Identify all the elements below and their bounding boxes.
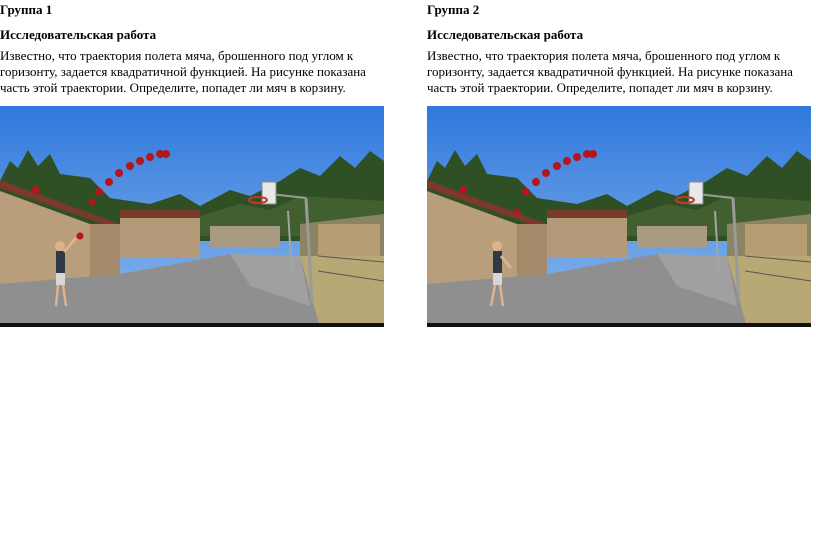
group-1-title: Группа 1: [0, 2, 53, 17]
group-2-task-text: Известно, что траектория полета мяча, брошенного под углом к горизонту, задается квадратичной функцией. На рисунке показана часть этой траектории. Определите, попадет ли мяч в корзину.: [427, 48, 793, 95]
group-1-photo: [0, 106, 384, 327]
group-2-subtitle: Исследовательская работа: [427, 27, 584, 42]
basketball-photo: [427, 106, 811, 327]
group-2-title: Группа 2: [427, 2, 480, 17]
group-2-photo: [427, 106, 811, 327]
group-1-task-text: Известно, что траектория полета мяча, брошенного под углом к горизонту, задается квадратичной функцией. На рисунке показана часть этой траектории. Определите, попадет ли мяч в корзину.: [0, 48, 366, 95]
group-1-subtitle: Исследовательская работа: [0, 27, 157, 42]
basketball-photo: [0, 106, 384, 327]
